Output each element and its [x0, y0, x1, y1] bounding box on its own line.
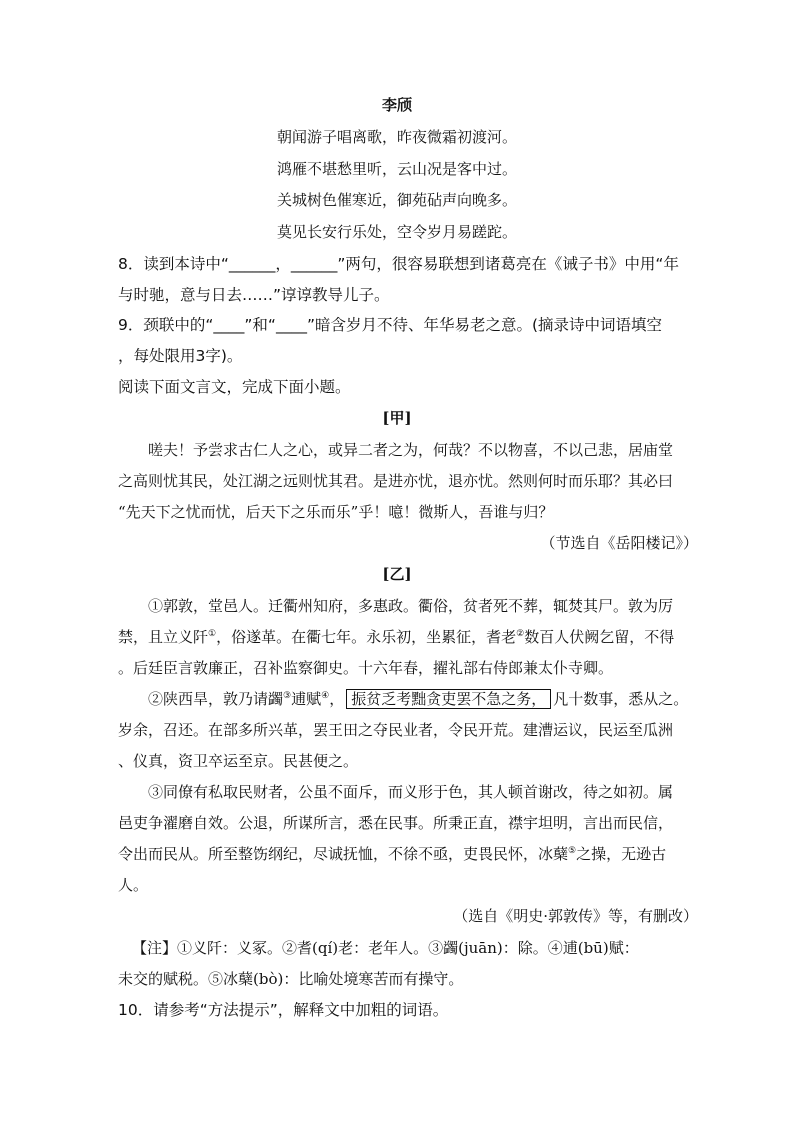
- passage-jia-line: “先天下之忧而忧，后天下之乐而乐”乎！噫！微斯人，吾谁与归？: [118, 503, 554, 521]
- passage-jia-source: （节选自《岳阳楼记》）: [540, 534, 698, 552]
- passage-yi-p1-line: ①郭敦，堂邑人。迁衢州知府，多惠政。衢俗，贫者死不葬，辄焚其尸。敦为厉: [148, 597, 674, 615]
- boxed-sentence: 振贫乏考黜贪吏罢不急之务，: [346, 689, 551, 709]
- poem-line: 鸿雁不堪愁里听，云山况是客中过。: [276, 160, 517, 178]
- question-9-line2: ，每处限用3字)。: [118, 347, 243, 365]
- footnote-marker: ①: [208, 629, 217, 639]
- poem-title: 李颀: [381, 96, 412, 114]
- passage-yi-heading: [乙]: [382, 565, 412, 583]
- question-8-line2: 与时驰，意与日去……”谆谆教导儿子。: [118, 286, 390, 304]
- passage-yi-p1-line: 禁，且立义阡①，俗遂革。在衢七年。永乐初，坐累征，耆老②数百人伏阙乞留，不得: [118, 628, 675, 646]
- passage-jia-line: 之高则忧其民，处江湖之远则忧其君。是进亦忧，退亦忧。然则何时而乐耶？其必曰: [118, 472, 674, 490]
- passage-jia-line: 嗟夫！予尝求古仁人之心，或异二者之为，何哉？不以物喜，不以己悲，居庙堂: [148, 441, 674, 459]
- passage-yi-p3-line: 人。: [118, 876, 149, 894]
- passage-yi-p2-line: 、仪真，资卫卒运至京。民甚便之。: [118, 752, 359, 770]
- passage-yi-p2-line: ②陕西旱，敦乃请蠲③逋赋④， 振贫乏考黜贪吏罢不急之务， 凡十数事，悉从之。: [148, 690, 689, 708]
- passage-yi-p2-line: 岁余，召还。在部多所兴革，罢王田之夺民业者，令民开荒。建漕运议，民运至瓜洲: [118, 721, 674, 739]
- reading-intro: 阅读下面文言文，完成下面小题。: [118, 378, 351, 396]
- footnote-marker: ④: [321, 691, 330, 701]
- poem-line: 莫见长安行乐处，空令岁月易蹉跎。: [276, 223, 517, 241]
- question-9-line1: 9．颈联中的“____”和“____”暗含岁月不待、年华易老之意。(摘录诗中词语填空: [118, 316, 663, 334]
- poem-line: 关城树色催寒近，御苑砧声向晚多。: [276, 191, 517, 209]
- passage-jia-heading: [甲]: [382, 409, 412, 427]
- passage-yi-p3-line: 令出而民从。所至整饬纲纪，尽诚抚恤，不徐不亟，吏畏民怀，冰蘖⑤之操，无逊古: [118, 845, 667, 863]
- passage-yi-p3-line: 邑吏争濯磨自效。公退，所谋所言，悉在民事。所秉正直，襟宇坦明，言出而民信，: [118, 814, 674, 832]
- footnote-marker: ③: [283, 691, 292, 701]
- passage-yi-p1-line: 。后廷臣言敦廉正，召补监察御史。十六年春，擢礼部右侍郎兼太仆寺卿。: [118, 659, 614, 677]
- footnote-marker: ⑤: [568, 846, 577, 856]
- annotation-line: 未交的赋税。⑤冰蘖(bò)：比喻处境寒苦而有操守。: [118, 970, 464, 988]
- question-8-line1: 8．读到本诗中“______，______”两句，很容易联想到诸葛亮在《诫子书》中用“年: [118, 255, 679, 273]
- passage-yi-p3-line: ③同僚有私取民财者，公虽不面斥，而义形于色，其人顿首谢改，待之如初。属: [148, 783, 674, 801]
- question-10: 10．请参考“方法提示”，解释文中加粗的词语。: [118, 1001, 449, 1019]
- passage-yi-source: （选自《明史·郭敦传》等，有删改）: [453, 907, 698, 925]
- footnote-marker: ②: [516, 629, 525, 639]
- poem-line: 朝闻游子唱离歌，昨夜微霜初渡河。: [276, 128, 517, 146]
- annotation-line: 【注】①义阡：义冢。②耆(qí)老：老年人。③蠲(juān)：除。④逋(bū)赋：: [132, 939, 639, 957]
